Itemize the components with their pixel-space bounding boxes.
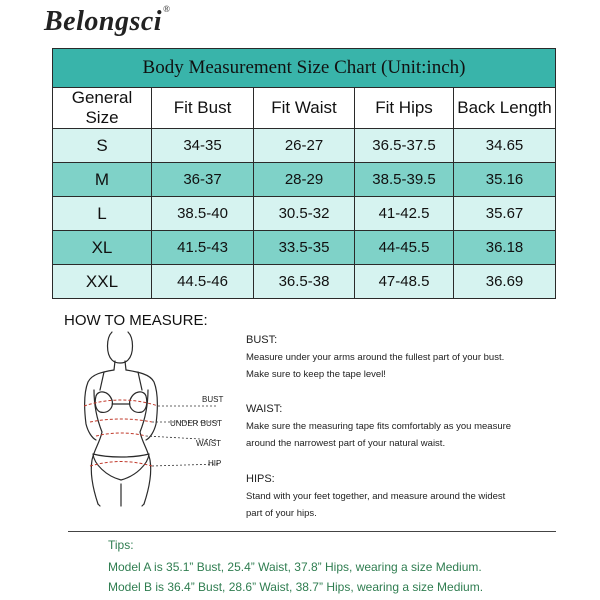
hips-heading: HIPS:	[246, 473, 275, 485]
figure-left-arm	[85, 370, 114, 440]
table-cell: 35.16	[454, 163, 556, 197]
figure-head	[108, 332, 133, 363]
table-cell: 36.5-37.5	[355, 129, 454, 163]
brand-name: Belongsci	[44, 6, 163, 37]
table-cell: 36.69	[454, 265, 556, 299]
table-row	[53, 265, 556, 299]
table-cell: 44-45.5	[355, 231, 454, 265]
table-cell: 28-29	[254, 163, 355, 197]
table-cell: 41.5-43	[152, 231, 254, 265]
waist-measure-line	[96, 433, 146, 436]
table-cell: 34-35	[152, 129, 254, 163]
bust-text-line: Measure under your arms around the fullest part of your bust.	[246, 352, 505, 363]
table-header-row	[53, 88, 556, 129]
hip-label: HIP	[208, 459, 222, 468]
table-row	[53, 163, 556, 197]
table-cell: 41-42.5	[355, 197, 454, 231]
table-cell: 34.65	[454, 129, 556, 163]
waist-text-line: around the narrowest part of your natural waist.	[246, 438, 446, 449]
figure-right-arm	[126, 370, 157, 440]
table-cell: 26-27	[254, 129, 355, 163]
registered-mark: ®	[163, 4, 171, 14]
table-cell: 36.5-38	[254, 265, 355, 299]
figure-bra	[95, 392, 147, 412]
table-cell: 38.5-39.5	[355, 163, 454, 197]
hips-text-line: Stand with your feet together, and measure around the widest	[246, 491, 506, 502]
waist-text-line: Make sure the measuring tape fits comfortably as you measure	[246, 421, 512, 432]
figure-underwear	[93, 454, 149, 480]
column-header: Fit Waist	[254, 88, 355, 129]
under-bust-measure-line	[90, 419, 152, 422]
table-row	[53, 129, 556, 163]
column-header: Fit Hips	[355, 88, 454, 129]
table-cell: S	[53, 129, 152, 163]
tips-title: Tips:	[108, 538, 134, 552]
table-cell: M	[53, 163, 152, 197]
table-cell: 36-37	[152, 163, 254, 197]
figure-legs	[98, 484, 144, 506]
bust-text-line: Make sure to keep the tape level!	[246, 369, 386, 380]
hips-text-line: part of your hips.	[246, 508, 317, 519]
figure-bra-straps	[100, 372, 142, 390]
table-cell: 47-48.5	[355, 265, 454, 299]
table-cell: 38.5-40	[152, 197, 254, 231]
body-figure-illustration	[78, 328, 248, 508]
chart-title: Body Measurement Size Chart (Unit:inch)	[53, 49, 556, 88]
column-header: Fit Bust	[152, 88, 254, 129]
column-header: General Size	[53, 88, 152, 129]
size-chart-table	[52, 48, 556, 299]
table-cell: 36.18	[454, 231, 556, 265]
table-cell: 33.5-35	[254, 231, 355, 265]
bust-label: BUST	[202, 395, 224, 404]
under-bust-label: UNDER BUST	[170, 419, 223, 428]
brand-logo	[44, 4, 170, 38]
table-cell: 44.5-46	[152, 265, 254, 299]
table-cell: 35.67	[454, 197, 556, 231]
hip-measure-line	[90, 462, 152, 467]
how-to-measure-title: HOW TO MEASURE:	[64, 312, 208, 329]
table-row	[53, 197, 556, 231]
waist-heading: WAIST:	[246, 403, 283, 415]
waist-instructions	[246, 400, 586, 452]
hips-instructions	[246, 470, 586, 522]
tip-model-b: Model B is 36.4” Bust, 28.6” Waist, 38.7” Hips, wearing a size Medium.	[108, 580, 484, 594]
column-header: Back Length	[454, 88, 556, 129]
section-divider	[68, 531, 556, 532]
table-row	[53, 231, 556, 265]
tip-model-a: Model A is 35.1” Bust, 25.4” Waist, 37.8” Hips, wearing a size Medium.	[108, 560, 482, 574]
bust-heading: BUST:	[246, 334, 278, 346]
table-cell: XXL	[53, 265, 152, 299]
table-cell: XL	[53, 231, 152, 265]
table-cell: L	[53, 197, 152, 231]
bust-instructions	[246, 331, 586, 383]
table-cell: 30.5-32	[254, 197, 355, 231]
waist-label: WAIST	[196, 439, 222, 448]
